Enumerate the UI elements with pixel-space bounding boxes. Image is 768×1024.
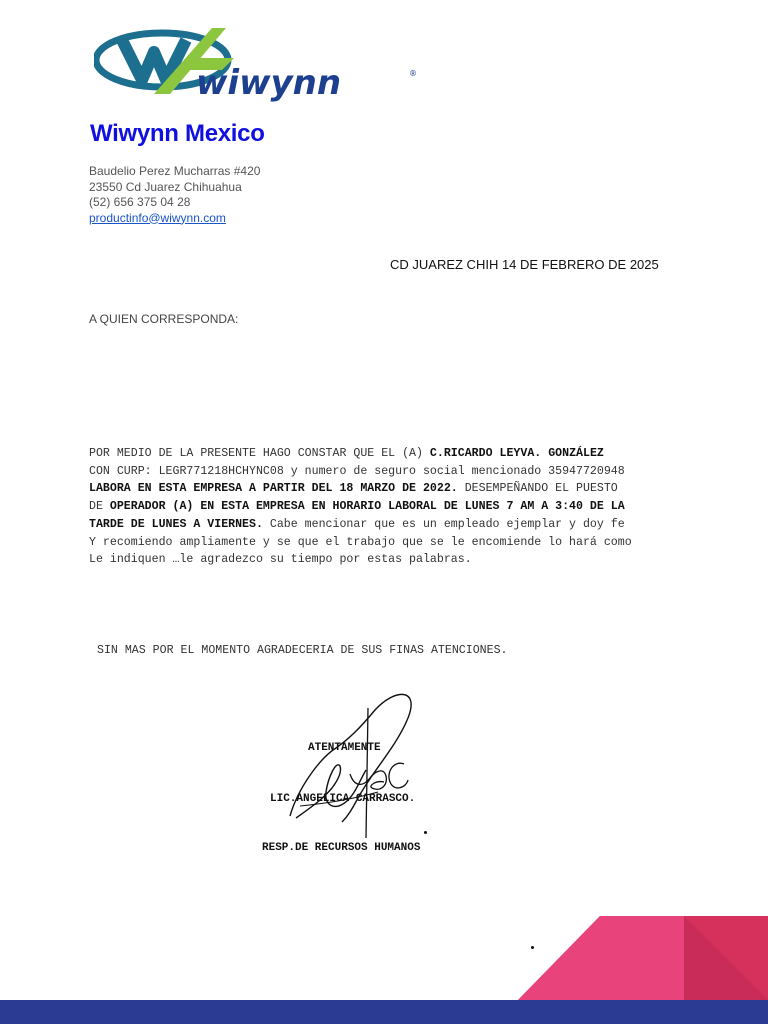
address-line-2: 23550 Cd Juarez Chihuahua [89,179,242,194]
logo-wordmark: wiwynn [196,63,342,102]
address-line-1: Baudelio Perez Mucharras #420 [89,164,261,178]
footer-bar [0,1000,768,1024]
closing-line: SIN MAS POR EL MOMENTO AGRADECERIA DE SUS FINAS ATENCIONES. [97,644,508,657]
body-line: POR MEDIO DE LA PRESENTE HAGO CONSTAR QUE EL (A) C.RICARDO LEYVA. GONZÁLEZ [89,447,604,460]
phone-number: (52) 656 375 04 28 [89,195,191,209]
email-link[interactable]: productinfo@wiwynn.com [89,210,226,225]
atentamente-label: ATENTAMENTE [308,742,381,754]
date-line: CD JUAREZ CHIH 14 DE FEBRERO DE 2025 [390,257,659,272]
signer-name: LIC.ANGELICA CARRASCO. [270,793,416,805]
svg-text:®: ® [409,69,417,78]
corner-shape-pink [518,916,684,1000]
body-line: Y recomiendo ampliamente y se que el trabajo que se le encomiende lo hará como [89,535,632,549]
body-line: CON CURP: LEGR771218HCHYNC08 y numero de seguro social mencionado 35947720948 [89,464,625,478]
company-name: Wiwynn Mexico [90,120,265,147]
body-line: LABORA EN ESTA EMPRESA A PARTIR DEL 18 MARZO DE 2022. DESEMPEÑANDO EL PUESTO [89,482,618,496]
signer-role: RESP.DE RECURSOS HUMANOS [262,842,421,854]
body-line: DE OPERADOR (A) EN ESTA EMPRESA EN HORARIO LABORAL DE LUNES 7 AM A 3:40 DE LA [89,500,625,514]
body-line: TARDE DE LUNES A VIERNES. Cabe mencionar que es un empleado ejemplar y doy fe [89,517,625,531]
body-line: Le indiquen …le agradezco su tiempo por estas palabras. [89,553,472,567]
salutation: A QUIEN CORRESPONDA: [89,312,239,326]
